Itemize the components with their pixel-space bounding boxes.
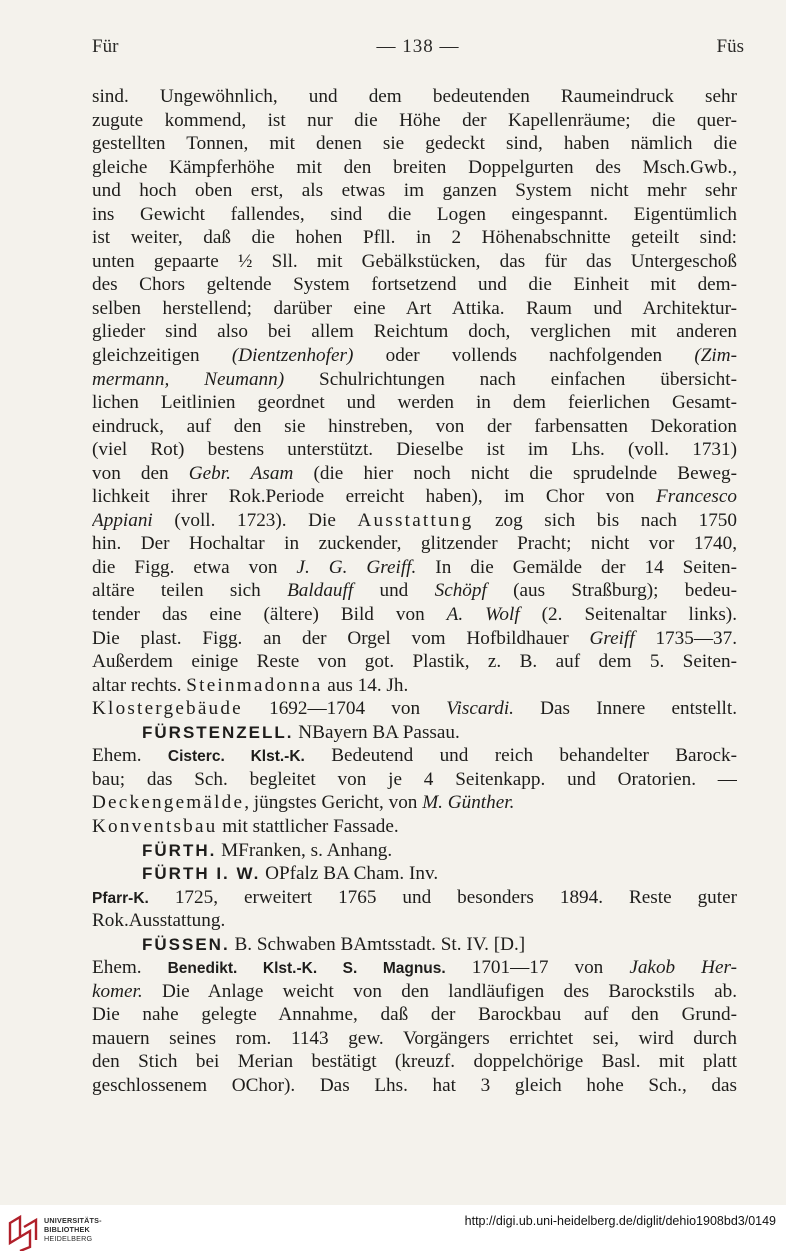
text-run: Außerdem einige Reste von got. Plastik, z. B. auf dem 5. Seiten- <box>92 651 737 673</box>
text-line <box>92 485 737 509</box>
name-reference: M. Günther. <box>422 792 515 814</box>
logo-line: UNIVERSITÄTS- <box>44 1216 102 1225</box>
logo-line: BIBLIOTHEK <box>44 1225 90 1234</box>
building-keyword: Benedikt. Klst.-K. S. Magnus. <box>167 960 446 978</box>
text-line <box>92 297 737 321</box>
page-number: — 138 — <box>376 36 460 57</box>
text-run: geschlossenem OChor). Das Lhs. hat 3 gleich hohe Sch., das <box>92 1074 737 1096</box>
text-line <box>92 886 737 910</box>
body-text <box>92 85 737 1098</box>
text-line <box>92 368 737 392</box>
text-line <box>92 956 737 980</box>
text-line <box>92 344 737 368</box>
text-run: des Chors geltende System fortsetzend und die Einheit mit dem- <box>92 274 737 296</box>
name-reference: Appiani <box>92 509 153 531</box>
text-line <box>92 579 737 603</box>
text-line <box>92 768 737 792</box>
text-run: oder vollends nachfolgenden <box>353 345 695 367</box>
text-run: zog sich bis nach 1750 <box>473 509 737 531</box>
place-heading: FÜSSEN. <box>142 934 230 954</box>
text-line <box>92 1050 737 1074</box>
text-run: ist weiter, daß die hohen Pfll. in 2 Höhenabschnitte geteilt sind: <box>92 227 737 249</box>
place-heading: FÜRSTENZELL. <box>142 722 294 742</box>
spaced-keyword: Ausstattung <box>357 509 474 531</box>
text-line <box>92 1074 737 1098</box>
running-head <box>92 36 744 62</box>
library-logo-icon <box>6 1213 40 1251</box>
text-run: gestellten Tonnen, mit denen sie gedeckt sind, haben nämlich die <box>92 133 737 155</box>
head-left-catchword: Für <box>92 36 119 57</box>
text-line <box>92 156 737 180</box>
text-line <box>92 532 737 556</box>
name-reference: (Zim- <box>694 345 737 367</box>
text-run: die Figg. etwa von <box>92 556 297 578</box>
name-reference: Greiff <box>589 627 635 649</box>
text-line <box>92 909 737 933</box>
text-run: In die Gemälde der 14 Seiten- <box>416 556 737 578</box>
text-run: 1725, erweitert 1765 und besonders 1894. Reste guter <box>148 886 737 908</box>
text-line <box>92 132 737 156</box>
text-run: Ehem. <box>92 745 168 767</box>
text-line <box>92 1003 737 1027</box>
library-footer <box>0 1205 786 1259</box>
text-run: gleiche Kämpferhöhe mit den breiten Doppelgurten des Msch.Gwb., <box>92 156 737 178</box>
text-run: und <box>353 580 435 602</box>
text-line <box>92 509 737 533</box>
text-line <box>92 1027 737 1051</box>
text-run: selben herstellend; darüber eine Art Attika. Raum und Architektur- <box>92 297 737 319</box>
text-run: zugute kommend, ist nur die Höhe der Kapellenräume; die quer- <box>92 109 737 131</box>
text-run: NBayern BA Passau. <box>293 721 460 743</box>
text-run: tender das eine (ältere) Bild von <box>92 604 447 626</box>
name-reference: Viscardi. <box>446 698 514 720</box>
text-run: sind. Ungewöhnlich, und dem bedeutenden Raumeindruck sehr <box>92 86 737 107</box>
text-run: , jüngstes Gericht, von <box>244 792 423 814</box>
text-line <box>92 815 737 839</box>
text-line <box>92 674 737 698</box>
text-line <box>92 438 737 462</box>
text-line <box>92 320 737 344</box>
text-run: 1701—17 von <box>445 957 630 979</box>
text-run: Rok.Ausstattung. <box>92 910 226 932</box>
entry-heading-line <box>92 933 737 957</box>
text-run: aus 14. Jh. <box>322 674 409 696</box>
name-reference: A. Wolf <box>446 604 520 626</box>
name-reference: mermann, Neumann) <box>92 368 285 390</box>
text-run: mit stattlicher Fassade. <box>217 815 399 837</box>
text-line <box>92 627 737 651</box>
text-line <box>92 273 737 297</box>
text-run: und hoch oben erst, als etwas im ganzen System nicht mehr sehr <box>92 180 737 202</box>
text-run: (aus Straßburg); bedeu- <box>486 580 737 602</box>
logo-line: HEIDELBERG <box>44 1234 93 1243</box>
text-run: Die plast. Figg. an der Orgel vom Hofbildhauer <box>92 627 590 649</box>
text-line <box>92 744 737 768</box>
text-run: hin. Der Hochaltar in zuckender, glitzender Pracht; nicht vor 1740, <box>92 533 737 555</box>
text-line <box>92 391 737 415</box>
text-line <box>92 85 737 109</box>
head-right-catchword: Füs <box>716 36 744 57</box>
text-line <box>92 250 737 274</box>
text-run: Ehem. <box>92 957 168 979</box>
spaced-keyword: Deckengemälde <box>92 792 245 814</box>
text-line <box>92 603 737 627</box>
text-line <box>92 556 737 580</box>
text-run: (die hier noch nicht die sprudelnde Beweg- <box>293 462 737 484</box>
text-line <box>92 980 737 1004</box>
text-run: Die nahe gelegte Annahme, daß der Barockbau auf den Grund- <box>92 1004 737 1026</box>
text-run: ins Gewicht fallendes, sind die Logen eingespannt. Eigentümlich <box>92 203 737 225</box>
entry-heading-line <box>92 862 737 886</box>
text-run: lichen Leitlinien geordnet und werden in dem feierlichen Gesamt- <box>92 392 737 414</box>
text-run: altar rechts. <box>92 674 187 696</box>
text-run: unten gepaarte ½ Sll. mit Gebälkstücken, das für das Untergeschoß <box>92 250 737 272</box>
text-run: 1735—37. <box>634 627 737 649</box>
text-run: eindruck, auf den sie hinstreben, von der farbensatten Dekoration <box>92 415 737 437</box>
text-line <box>92 415 737 439</box>
place-heading: FÜRTH. <box>142 840 217 860</box>
text-run: gleichzeitigen <box>92 345 232 367</box>
text-run: (viel Rot) bestens unterstützt. Dieselbe ist im Lhs. (voll. 1731) <box>92 439 737 461</box>
name-reference: Jakob Her- <box>629 957 737 979</box>
text-run: altäre teilen sich <box>92 580 288 602</box>
text-run: mauern seines rom. 1143 gew. Vorgängers errichtet sei, wird durch <box>92 1027 737 1049</box>
text-line <box>92 791 737 815</box>
text-run: glieder sind also bei allem Reichtum doch, verglichen mit anderen <box>92 321 737 343</box>
text-run: Schulrichtungen nach einfachen übersicht- <box>284 368 737 390</box>
name-reference: J. G. Greiff. <box>296 556 417 578</box>
spaced-keyword: Konventsbau <box>92 815 218 837</box>
spaced-keyword: Steinmadonna <box>186 674 323 696</box>
name-reference: Baldauff <box>287 580 354 602</box>
text-run: 1692—1704 von <box>242 698 447 720</box>
text-line <box>92 697 737 721</box>
building-keyword: Cisterc. Klst.-K. <box>167 748 305 766</box>
name-reference: Gebr. Asam <box>188 462 294 484</box>
text-line <box>92 179 737 203</box>
name-reference: Schöpf <box>434 580 487 602</box>
name-reference: Francesco <box>656 486 737 508</box>
permalink-url[interactable]: http://digi.ub.uni-heidelberg.de/diglit/dehio1908bd3/0149 <box>464 1214 776 1228</box>
text-run: Bedeutend und reich behandelter Barock- <box>304 745 737 767</box>
text-line <box>92 109 737 133</box>
text-line <box>92 203 737 227</box>
library-logo-text <box>44 1216 102 1243</box>
text-run: MFranken, s. Anhang. <box>216 839 393 861</box>
entry-heading-line <box>92 839 737 863</box>
text-run: (2. Seitenaltar links). <box>519 604 737 626</box>
spaced-keyword: Klostergebäude <box>92 698 243 720</box>
text-run: OPfalz BA Cham. Inv. <box>260 863 439 885</box>
place-heading: FÜRTH I. W. <box>142 864 261 884</box>
building-keyword: Pfarr-K. <box>92 889 149 907</box>
text-run: bau; das Sch. begleitet von je 4 Seitenkapp. und Oratorien. — <box>92 768 737 790</box>
name-reference: (Dientzenhofer) <box>231 345 354 367</box>
text-run: B. Schwaben BAmtsstadt. St. IV. [D.] <box>229 933 526 955</box>
text-line <box>92 462 737 486</box>
text-line <box>92 226 737 250</box>
text-run: Die Anlage weicht von den landläufigen des Barockstils ab. <box>142 980 737 1002</box>
text-run: Das Innere entstellt. <box>513 698 737 720</box>
text-run: den Stich bei Merian bestätigt (kreuzf. doppelchörige Basl. mit platt <box>92 1051 737 1073</box>
name-reference: komer. <box>92 980 143 1002</box>
entry-heading-line <box>92 721 737 745</box>
text-line <box>92 650 737 674</box>
text-run: (voll. 1723). Die <box>152 509 358 531</box>
text-run: lichkeit ihrer Rok.Periode erreicht haben), im Chor von <box>92 486 656 508</box>
text-run: von den <box>92 462 189 484</box>
